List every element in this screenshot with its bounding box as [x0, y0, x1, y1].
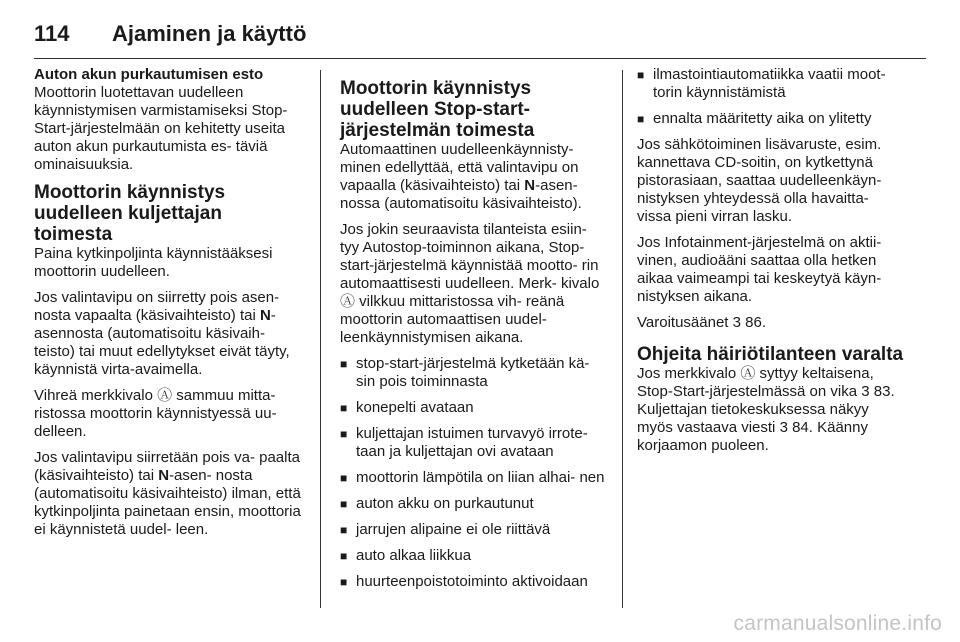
subheading-battery: Auton akun purkautumisen esto	[34, 66, 264, 83]
page-reference-link[interactable]: 3 84.	[779, 419, 813, 436]
bullet-icon: ■	[340, 357, 348, 371]
page-reference-link[interactable]: 3 86.	[732, 314, 766, 331]
header-rule	[34, 58, 926, 59]
list-item: ■ ilmastointiautomatiikka vaatii moot- torin käynnistämistä	[637, 66, 886, 101]
column-1	[34, 66, 304, 547]
page-title: Ajaminen ja käyttö	[112, 21, 307, 46]
bullet-icon: ■	[340, 427, 348, 441]
column-2	[340, 66, 605, 599]
heading-fault: Ohjeita häiriötilanteen varalta	[637, 344, 904, 365]
watermark: carmanualsonline.info	[733, 612, 942, 635]
bullet-icon: ■	[340, 401, 348, 415]
paragraph-situations: Jos jokin seuraavista tilanteista esiin- tyy Autostop-toiminnon aikana, Stop- start-järjestelmä käynnistää mootto- rin automaattisesti uudelleen. Merk- kivalo Ⓐ vilkkuu mittaristossa vih- reänä moottorin automaattisen uudel- leenkäynnistymisen aikana.	[340, 221, 600, 346]
page-header	[34, 20, 306, 48]
paragraph-selector-lever: Jos valintavipu on siirretty pois asen- nosta vapaalta (käsivaihteisto) tai N- asennosta (automatisoitu käsivaih- teisto) tai muut edellytykset eivät täyty, käynnistä virta-avaimella.	[34, 289, 290, 378]
list-item: ■ konepelti avataan	[340, 399, 474, 416]
autostop-icon: Ⓐ	[740, 365, 756, 382]
condition-list-continued	[637, 66, 905, 128]
autostop-icon: Ⓐ	[157, 387, 173, 404]
list-item: ■ moottorin lämpötila on liian alhai- nen	[340, 469, 605, 486]
bullet-icon: ■	[637, 68, 645, 82]
paragraph-fault: Jos merkkivalo Ⓐ syttyy keltaisena, Stop-Start-järjestelmässä on vika 3 83. Kuljettajan tietokeskuksessa näkyy myös vastaava viesti 3 84. Käänny korjaamon puoleen.	[637, 365, 895, 454]
list-item: ■ stop-start-järjestelmä kytketään kä- sin pois toiminnasta	[340, 355, 590, 390]
paragraph-no-restart: Jos valintavipu siirretään pois va- paalta (käsivaihteisto) tai N-asen- nosta (automatisoitu käsivaihteisto) ilman, että kytkinpoljinta painetaan ensin, moottoria ei käynnistetä uudel- leen.	[34, 449, 301, 538]
bullet-icon: ■	[340, 575, 348, 589]
list-item: ■ kuljettajan istuimen turvavyö irrote- taan ja kuljettajan ovi avataan	[340, 425, 588, 460]
paragraph-accessory: Jos sähkötoiminen lisävaruste, esim. kannettava CD-soitin, on kytkettynä pistorasiaan, saattaa uudelleenkäyn- nistyksen yhteydessä olla havaitta- vissa pieni virran lasku.	[637, 136, 882, 225]
bullet-icon: ■	[340, 471, 348, 485]
bullet-icon: ■	[340, 523, 348, 537]
paragraph-auto-restart: Automaattinen uudelleenkäynnisty- minen edellyttää, että valintavipu on vapaalla (käsivaihteisto) tai N-asen- nossa (automatisoitu käsivaihteisto).	[340, 141, 582, 212]
paragraph-warning-sounds: Varoitusäänet 3 86.	[637, 314, 766, 331]
paragraph-battery: Moottorin luotettavan uudelleen käynnistymisen varmistamiseksi Stop-Start-järjestelmään on kehitetty useita auton akun purkautumista es- täviä ominaisuuksia.	[34, 84, 288, 173]
list-item: ■ ennalta määritetty aika on ylitetty	[637, 110, 872, 127]
column-divider-2	[622, 70, 623, 608]
paragraph-clutch: Paina kytkinpoljinta käynnistääksesi moottorin uudelleen.	[34, 245, 273, 280]
column-divider-1	[320, 70, 321, 608]
column-3	[637, 66, 905, 463]
condition-list	[340, 355, 605, 591]
page-reference-link[interactable]: 3 83.	[861, 383, 895, 400]
list-item: ■ auton akku on purkautunut	[340, 495, 534, 512]
list-item: ■ jarrujen alipaine ei ole riittävä	[340, 521, 551, 538]
list-item: ■ auto alkaa liikkua	[340, 547, 472, 564]
paragraph-infotainment: Jos Infotainment-järjestelmä on aktii- vinen, audioääni saattaa olla hetken aikaa vaimeampi tai keskeytyä käyn- nistyksen aikana.	[637, 234, 882, 305]
paragraph-green-light: Vihreä merkkivalo Ⓐ sammuu mitta- ristossa moottorin käynnistyessä uu- delleen.	[34, 387, 277, 440]
heading-driver-restart: Moottorin käynnistys uudelleen kuljettajan toimesta	[34, 182, 226, 245]
list-item: ■ huurteenpoistotoiminto aktivoidaan	[340, 573, 588, 590]
heading-system-restart: Moottorin käynnistys uudelleen Stop-start-järjestelmän toimesta	[340, 78, 535, 141]
bullet-icon: ■	[340, 497, 348, 511]
bullet-icon: ■	[340, 549, 348, 563]
bullet-icon: ■	[637, 112, 645, 126]
page-number: 114	[34, 21, 70, 46]
autostop-icon: Ⓐ	[340, 293, 356, 310]
